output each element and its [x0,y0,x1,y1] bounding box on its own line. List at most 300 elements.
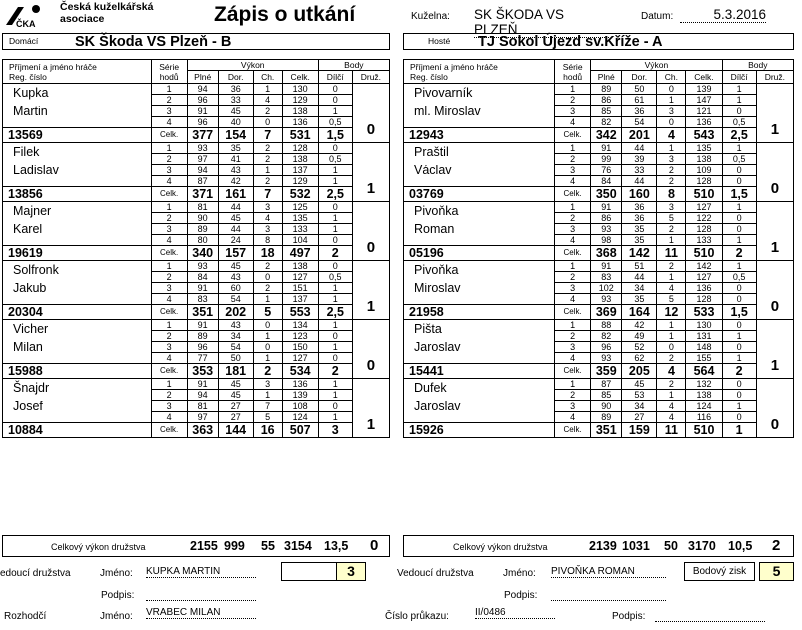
score-cell: 91 [591,202,622,213]
score-cell: 133 [282,224,318,235]
player-total-row [3,187,390,202]
total-cell: 359 [591,364,622,379]
celk-label: Celk. [555,305,591,320]
player-firstname: Jaroslav [404,342,555,364]
score-cell: 77 [187,353,218,364]
celk-label: Celk. [555,128,591,143]
guest-podpis-label: Podpis: [504,590,538,601]
score-cell: 53 [622,390,657,401]
total-cell: 205 [622,364,657,379]
score-cell: 45 [218,213,253,224]
score-cell: 97 [187,154,218,165]
table-row [3,165,390,176]
score-cell: 43 [218,165,253,176]
col-header-celk: Celk. [686,71,722,84]
table-row [3,401,390,412]
score-cell: 0 [722,165,756,176]
header-serie: Série [562,61,583,72]
score-cell: 8 [253,235,282,246]
score-cell: 137 [282,294,318,305]
guest-table [403,59,794,438]
score-cell: 136 [686,283,722,294]
score-cell: 0,5 [722,154,756,165]
score-cell: 88 [591,320,622,331]
total-cell: 2 [318,246,352,261]
table-row [3,283,390,294]
score-cell: 91 [187,106,218,117]
home-total-dilci: 13,5 [324,539,349,553]
score-cell: 35 [622,294,657,305]
table-row [3,320,390,331]
serie-number: 1 [555,379,591,390]
score-cell: 3 [253,379,282,390]
total-cell: 532 [282,187,318,202]
score-cell: 136 [282,379,318,390]
score-cell: 1 [253,294,282,305]
header-prijmeni: Příjmení a jméno hráče [9,61,97,72]
table-row [404,283,794,294]
player-surname: Majner [3,202,152,224]
score-cell: 138 [686,154,722,165]
total-cell: 11 [657,423,686,438]
serie-number: 2 [151,331,187,342]
total-cell: 543 [686,128,722,143]
guest-podpis-line [551,600,666,601]
table-row [404,165,794,176]
player-druz-points: 1 [756,202,793,261]
total-cell: 2,5 [722,128,756,143]
score-cell: 1 [657,272,686,283]
score-cell: 81 [187,202,218,213]
score-cell: 93 [591,294,622,305]
score-cell: 54 [218,342,253,353]
total-cell: 2 [722,246,756,261]
score-cell: 2 [253,106,282,117]
player-firstname: ml. Miroslav [404,106,555,128]
player-reg-number: 12943 [404,128,555,143]
serie-number: 2 [151,213,187,224]
score-cell: 27 [218,401,253,412]
celk-label: Celk. [151,423,187,438]
guest-total-ch: 50 [664,539,678,553]
score-cell: 130 [686,320,722,331]
serie-number: 1 [555,261,591,272]
score-cell: 97 [187,412,218,423]
score-cell: 1 [253,390,282,401]
home-team-header [2,33,390,50]
score-cell: 0 [722,106,756,117]
player-total-row [404,305,794,320]
score-cell: 34 [218,331,253,342]
datum-label: Datum: [641,11,674,22]
home-total [2,535,390,557]
total-cell: 351 [591,423,622,438]
serie-number: 3 [555,401,591,412]
score-cell: 138 [282,106,318,117]
score-cell: 0 [722,213,756,224]
col-header-plne: Plné [591,71,622,84]
player-surname: Pivoňka [404,202,555,224]
score-cell: 2 [657,261,686,272]
total-cell: 342 [591,128,622,143]
serie-number: 4 [555,294,591,305]
score-cell: 124 [686,401,722,412]
home-score: 3 [336,562,366,581]
score-cell: 45 [622,379,657,390]
guest-total [403,535,794,557]
guest-score: 5 [759,562,794,581]
score-cell: 1 [318,412,352,423]
score-cell: 2 [253,283,282,294]
score-cell: 1 [318,342,352,353]
col-header-player [404,60,555,84]
score-cell: 127 [282,272,318,283]
serie-number: 3 [151,342,187,353]
table-row [3,342,390,353]
total-cell: 201 [622,128,657,143]
score-cell: 1 [722,261,756,272]
score-cell: 36 [622,213,657,224]
player-surname: Dufek [404,379,555,401]
score-cell: 1 [657,320,686,331]
score-cell: 139 [282,390,318,401]
score-cell: 93 [187,261,218,272]
serie-number: 4 [151,117,187,128]
score-cell: 89 [187,224,218,235]
score-cell: 1 [253,353,282,364]
score-cell: 1 [657,95,686,106]
total-cell: 202 [218,305,253,320]
guest-total-dilci: 10,5 [728,539,753,553]
score-cell: 81 [187,401,218,412]
total-cell: 363 [187,423,218,438]
total-cell: 2,5 [318,187,352,202]
score-cell: 34 [622,401,657,412]
score-cell: 0 [657,342,686,353]
serie-number: 2 [151,95,187,106]
home-team-name: SK Škoda VS Plzeň - B [75,34,232,50]
score-cell: 138 [686,390,722,401]
col-header-dor: Dor. [218,71,253,84]
player-druz-points: 1 [352,261,389,320]
player-reg-number: 13856 [3,187,152,202]
referee-podpis-line [655,621,765,622]
score-cell: 42 [622,320,657,331]
score-cell: 150 [282,342,318,353]
header-reg: Reg. číslo [9,71,47,82]
col-header-dilci: Dílčí [722,71,756,84]
player-total-row [3,364,390,379]
serie-number: 2 [555,272,591,283]
score-cell: 62 [622,353,657,364]
score-cell: 91 [591,261,622,272]
score-cell: 1 [722,401,756,412]
score-cell: 1 [722,353,756,364]
score-cell: 2 [253,154,282,165]
serie-number: 1 [151,143,187,154]
serie-number: 3 [151,283,187,294]
score-cell: 96 [591,342,622,353]
score-cell: 76 [591,165,622,176]
player-surname: Vicher [3,320,152,342]
score-cell: 116 [686,412,722,423]
score-cell: 0,5 [318,117,352,128]
col-header-plne: Plné [187,71,218,84]
org-line1: Česká kuželkářská [60,1,154,13]
score-cell: 39 [622,154,657,165]
player-reg-number: 05196 [404,246,555,261]
celk-label: Celk. [555,423,591,438]
rozhodci-label: Rozhodčí [4,611,47,622]
total-cell: 533 [686,305,722,320]
serie-number: 2 [555,213,591,224]
score-cell: 44 [218,202,253,213]
score-cell: 1 [722,202,756,213]
score-cell: 5 [253,412,282,423]
total-cell: 1,5 [318,128,352,143]
header-prijmeni: Příjmení a jméno hráče [410,61,498,72]
score-cell: 1 [318,283,352,294]
score-cell: 0 [722,320,756,331]
player-druz-points: 1 [756,84,793,143]
score-cell: 85 [591,106,622,117]
total-cell: 16 [253,423,282,438]
player-druz-points: 1 [756,320,793,379]
player-surname: Šnajdr [3,379,152,401]
score-cell: 2 [253,143,282,154]
table-row [3,379,390,390]
score-cell: 89 [591,412,622,423]
score-cell: 49 [622,331,657,342]
score-cell: 5 [657,294,686,305]
score-cell: 129 [282,95,318,106]
score-cell: 96 [187,342,218,353]
serie-number: 3 [151,224,187,235]
score-cell: 0 [722,379,756,390]
score-cell: 45 [218,379,253,390]
score-cell: 83 [187,294,218,305]
score-cell: 1 [722,84,756,95]
serie-number: 1 [151,202,187,213]
score-cell: 84 [591,176,622,187]
total-cell: 340 [187,246,218,261]
score-cell: 96 [187,95,218,106]
score-cell: 90 [591,401,622,412]
player-total-row [3,305,390,320]
score-cell: 132 [686,379,722,390]
score-cell: 108 [282,401,318,412]
table-row [404,224,794,235]
total-cell: 531 [282,128,318,143]
home-leader-jmeno-label: Jméno: [100,568,133,579]
score-cell: 138 [282,154,318,165]
org-name [60,1,153,25]
guest-leader-jmeno-label: Jméno: [503,568,536,579]
celk-label: Celk. [151,128,187,143]
serie-number: 2 [555,95,591,106]
col-header-player [3,60,152,84]
total-cell: 2 [253,364,282,379]
score-cell: 127 [282,353,318,364]
player-surname: Pivovarník [404,84,555,106]
score-cell: 147 [686,95,722,106]
celk-label: Celk. [151,246,187,261]
datum-value: 5.3.2016 [680,7,766,23]
score-cell: 3 [657,154,686,165]
score-cell: 102 [591,283,622,294]
score-cell: 27 [622,412,657,423]
score-cell: 54 [622,117,657,128]
score-cell: 1 [318,176,352,187]
score-cell: 0 [722,283,756,294]
home-podpis-label: Podpis: [101,590,135,601]
celk-label: Celk. [151,187,187,202]
total-cell: 157 [218,246,253,261]
player-total-row [3,246,390,261]
player-firstname: Milan [3,342,152,364]
table-row [404,202,794,213]
score-cell: 36 [218,84,253,95]
score-cell: 0 [318,401,352,412]
total-cell: 534 [282,364,318,379]
total-cell: 371 [187,187,218,202]
score-cell: 0 [318,84,352,95]
serie-number: 1 [151,320,187,331]
score-cell: 5 [657,213,686,224]
score-cell: 122 [686,213,722,224]
player-total-row [404,423,794,438]
player-reg-number: 15926 [404,423,555,438]
total-cell: 5 [253,305,282,320]
total-cell: 161 [218,187,253,202]
score-cell: 42 [218,176,253,187]
home-table [2,59,390,438]
table-row [3,261,390,272]
score-cell: 0 [722,412,756,423]
guest-total-dor: 1031 [622,539,650,553]
score-cell: 1 [657,143,686,154]
player-surname: Praštil [404,143,555,165]
serie-number: 1 [555,202,591,213]
serie-number: 4 [555,353,591,364]
serie-number: 2 [555,390,591,401]
score-cell: 128 [282,143,318,154]
score-cell: 0 [318,235,352,246]
header-reg: Reg. číslo [410,71,448,82]
table-row [3,84,390,95]
serie-number: 4 [555,176,591,187]
score-cell: 44 [218,224,253,235]
guest-label: Hosté [428,36,451,46]
player-druz-points: 0 [756,261,793,320]
score-cell: 35 [622,235,657,246]
serie-number: 1 [555,143,591,154]
score-cell: 1 [722,235,756,246]
total-cell: 350 [591,187,622,202]
player-reg-number: 10884 [3,423,152,438]
col-header-vykon: Výkon [187,60,318,71]
score-cell: 134 [282,320,318,331]
header-serie: Série [159,61,180,72]
score-cell: 60 [218,283,253,294]
kuzelna-value: SK ŠKODA VS PLZEŇ [474,7,609,38]
player-total-row [3,423,390,438]
serie-number: 1 [555,320,591,331]
serie-number: 3 [555,224,591,235]
home-total-druz: 0 [370,537,379,554]
total-cell: 181 [218,364,253,379]
table-row [404,342,794,353]
player-firstname: Roman [404,224,555,246]
col-header-dilci: Dílčí [318,71,352,84]
score-cell: 94 [187,165,218,176]
score-cell: 1 [318,379,352,390]
score-cell: 1 [318,390,352,401]
score-cell: 2 [657,224,686,235]
score-cell: 2 [657,353,686,364]
serie-number: 2 [151,154,187,165]
home-total-celk: 3154 [284,539,312,553]
home-leader-name: KUPKA MARTIN [146,566,256,578]
serie-number: 3 [151,401,187,412]
score-cell: 0,5 [318,272,352,283]
total-cell: 497 [282,246,318,261]
col-header-ch: Ch. [253,71,282,84]
player-druz-points: 1 [352,379,389,438]
total-cell: 160 [622,187,657,202]
total-cell: 7 [253,128,282,143]
referee-jmeno-label: Jméno: [100,611,133,622]
table-row [404,379,794,390]
score-cell: 40 [218,117,253,128]
score-cell: 36 [622,202,657,213]
total-cell: 368 [591,246,622,261]
score-cell: 45 [218,261,253,272]
score-cell: 135 [686,143,722,154]
score-cell: 90 [187,213,218,224]
table-row [404,143,794,154]
score-cell: 44 [622,272,657,283]
guest-total-druz: 2 [772,537,781,554]
total-cell: 510 [686,423,722,438]
player-reg-number: 03769 [404,187,555,202]
col-header-celk: Celk. [282,71,318,84]
score-cell: 136 [282,117,318,128]
score-cell: 4 [657,401,686,412]
total-cell: 11 [657,246,686,261]
serie-number: 2 [151,272,187,283]
score-cell: 0 [657,117,686,128]
score-cell: 1 [318,106,352,117]
score-cell: 87 [187,176,218,187]
score-cell: 84 [187,272,218,283]
score-cell: 1 [318,165,352,176]
home-total-ch: 55 [261,539,275,553]
player-surname: Pišta [404,320,555,342]
score-cell: 51 [622,261,657,272]
score-cell: 138 [282,261,318,272]
total-cell: 4 [657,128,686,143]
score-cell: 86 [591,213,622,224]
serie-number: 4 [151,412,187,423]
serie-number: 3 [555,106,591,117]
score-cell: 35 [218,143,253,154]
score-cell: 1 [318,294,352,305]
guest-team-name: TJ Sokol Újezd sv.Kříže - A [478,34,663,50]
celk-label: Celk. [151,364,187,379]
cislo-value: II/0486 [475,607,555,619]
score-cell: 33 [622,165,657,176]
